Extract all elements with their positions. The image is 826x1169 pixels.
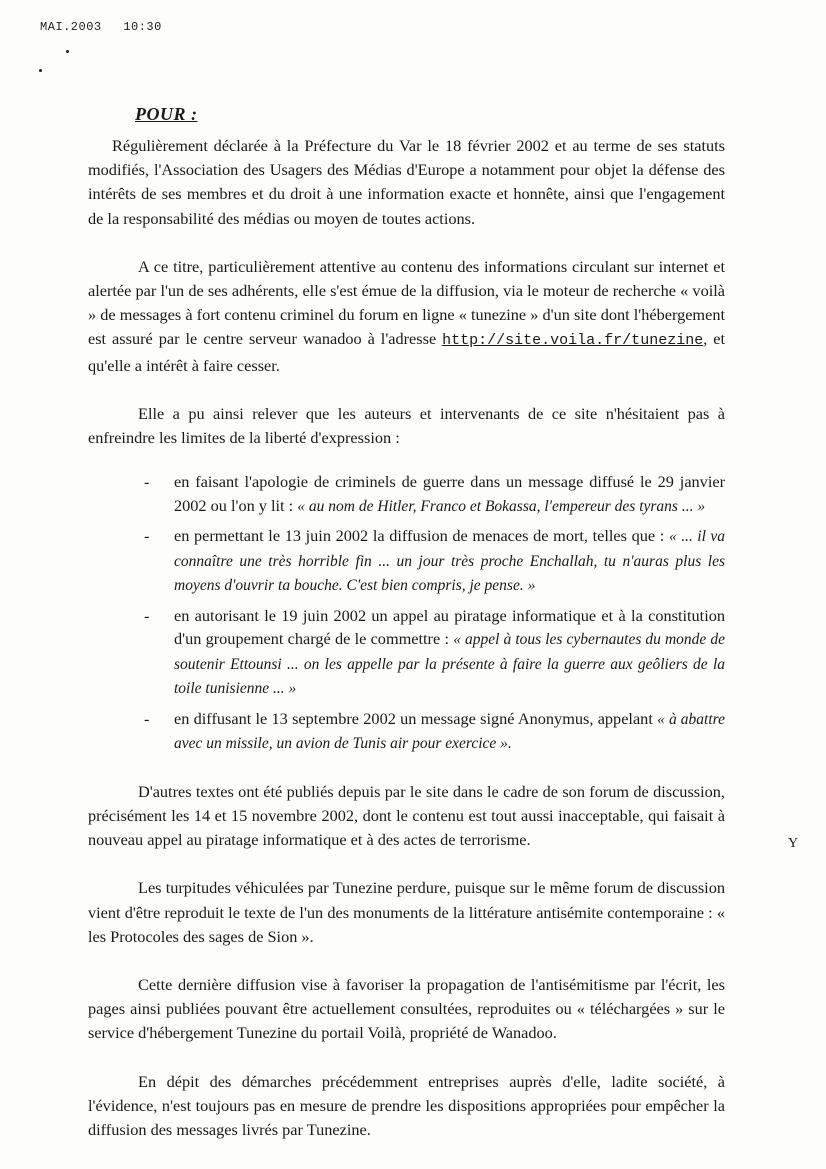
scan-speck bbox=[66, 50, 69, 53]
list-item bbox=[144, 707, 725, 756]
list-item bbox=[144, 470, 725, 518]
fax-header bbox=[40, 20, 162, 34]
bullet-text: en faisant l'apologie de criminels de guerre dans un message diffusé le 29 janvier 2002 ou l'on y lit : bbox=[174, 472, 725, 515]
paragraph-7: En dépit des démarches précédemment entreprises auprès d'elle, ladite société, à l'évidence, n'est toujours pas en mesure de prendre les dispositions appropriées pour empêcher la diffusion des messages livrés par Tunezine. bbox=[88, 1071, 725, 1139]
paragraph-6: Cette dernière diffusion vise à favoriser la propagation de l'antisémitisme par l'écrit, les pages ainsi publiées pouvant être actuellement consultées, reproduites ou « téléchargées » sur le service d'hébergement Tunezine du portail Voilà, propriété de Wanadoo. bbox=[88, 974, 725, 1043]
bullet-quote: « appel à tous les cybernautes du monde de soutenir Ettounsi ... on les appelle par la présente à faire la guerre aux geôliers de la toile tunisienne ... » bbox=[174, 631, 725, 698]
bullet-text: en permettant le 13 juin 2002 la diffusion de menaces de mort, telles que : bbox=[174, 526, 669, 546]
bullet-dash: - bbox=[144, 605, 150, 625]
bullet-quote: « au nom de Hitler, Franco et Bokassa, l'empereur des tyrans ... » bbox=[297, 497, 706, 515]
document-body bbox=[88, 134, 725, 1166]
bullet-quote: « à abattre avec un missile, un avion de Tunis air pour exercice ». bbox=[174, 710, 725, 753]
paragraph-2 bbox=[88, 255, 725, 378]
list-item bbox=[144, 604, 725, 701]
margin-mark: Y bbox=[788, 836, 799, 851]
site-link[interactable]: http://site.voila.fr/tunezine bbox=[442, 332, 704, 350]
fax-date: MAI.2003 bbox=[40, 20, 102, 34]
bullet-text: en autorisant le 19 juin 2002 un appel au piratage informatique et à la constitution d'un groupement chargé de le commettre : bbox=[174, 605, 725, 649]
paragraph-4: D'autres textes ont été publiés depuis par le site dans le cadre de son forum de discussion, précisément les 14 et 15 novembre 2002, dont le contenu est tout aussi inacceptable, qui faisait à nouveau appel au piratage informatique et à des actes de terrorisme. bbox=[88, 781, 725, 850]
list-item bbox=[144, 524, 726, 598]
bullet-quote: « ... il va connaître une très horrible fin ... un jour très proche Enchallah, tu n'auras plus les moyens d'ouvrir ta bouche. C'est bien compris, je pense. » bbox=[174, 528, 726, 595]
scan-speck bbox=[39, 69, 42, 72]
paragraph-2-text: A ce titre, particulièrement attentive au contenu des informations circulant sur internet et alertée par l'un de ses adhérents, elle s'est émue de la diffusion, via le moteur de recherche « voilà » de messages à fort contenu criminel du forum en ligne « tunezine » d'un site dont l'hébergement est assuré par le centre serveur wanadoo à l'adresse bbox=[88, 256, 725, 349]
paragraph-2-tail: , et qu'elle a intérêt à faire cesser. bbox=[88, 329, 725, 375]
fax-time: 10:30 bbox=[123, 20, 162, 34]
bullet-list bbox=[88, 470, 725, 756]
bullet-dash: - bbox=[144, 708, 150, 728]
paragraph-3: Elle a pu ainsi relever que les auteurs et intervenants de ce site n'hésitaient pas à enfreindre les limites de la liberté d'expression : bbox=[88, 403, 725, 448]
section-heading: POUR : bbox=[135, 104, 198, 124]
bullet-text: en diffusant le 13 septembre 2002 un message signé Anonymus, appelant bbox=[174, 708, 658, 728]
paragraph-1: Régulièrement déclarée à la Préfecture du Var le 18 février 2002 et au terme de ses statuts modifiés, l'Association des Usagers des Médias d'Europe a notamment pour objet la défense des intérêts de ses membres et du droit à une information exacte et honnête, ainsi que l'engagement de la responsabilité des médias ou moyen de toutes actions. bbox=[88, 136, 725, 228]
paragraph-5: Les turpitudes véhiculées par Tunezine perdure, puisque sur le même forum de discussion vient d'être reproduit le texte de l'un des monuments de la littérature antisémite contemporaine : « les Protocoles des sages de Sion ». bbox=[88, 878, 725, 946]
bullet-dash: - bbox=[144, 472, 150, 492]
bullet-dash: - bbox=[144, 526, 150, 546]
